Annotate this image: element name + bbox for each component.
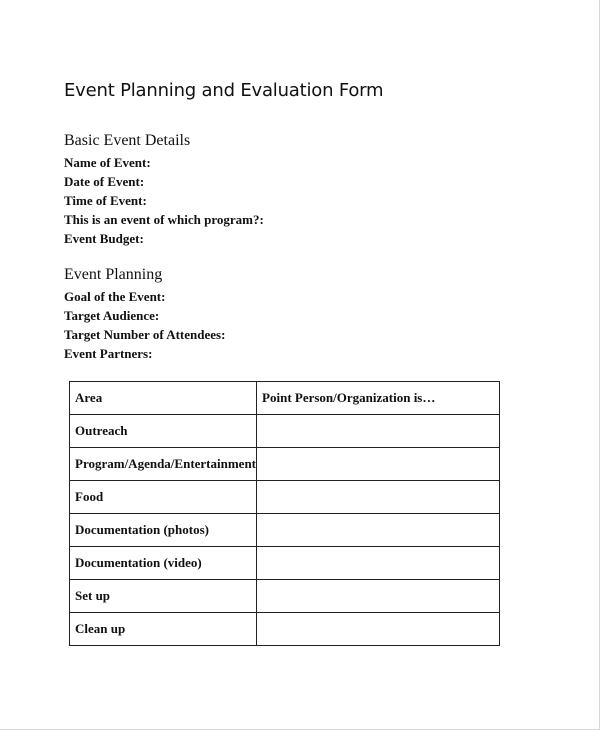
event-planning-heading: Event Planning [64,266,163,283]
area-cell: Outreach [70,415,257,448]
form-title: Event Planning and Evaluation Form [64,80,384,101]
table-row [70,448,500,481]
area-cell: Program/Agenda/Entertainment [70,448,257,481]
area-cell: Food [70,481,257,514]
area-cell: Set up [70,580,257,613]
area-cell: Documentation (photos) [70,514,257,547]
field-event-budget: Event Budget: [64,231,144,246]
event-planning-fields [64,287,225,363]
table-row [70,514,500,547]
area-cell: Clean up [70,613,257,646]
header-area: Area [70,382,257,415]
area-cell: Documentation (video) [70,547,257,580]
point-person-cell[interactable] [257,514,500,547]
basic-details-fields [64,153,264,248]
table-row [70,613,500,646]
point-person-cell[interactable] [257,580,500,613]
point-person-cell[interactable] [257,448,500,481]
field-target-attendees: Target Number of Attendees: [64,327,226,342]
field-goal: Goal of the Event: [64,289,166,304]
point-person-cell[interactable] [257,547,500,580]
table-header-row [70,382,500,415]
areas-table [69,381,500,646]
field-time-of-event: Time of Event: [64,193,147,208]
field-event-partners: Event Partners: [64,346,153,361]
header-point-person: Point Person/Organization is… [257,382,500,415]
point-person-cell[interactable] [257,613,500,646]
field-date-of-event: Date of Event: [64,174,145,189]
field-name-of-event: Name of Event: [64,155,151,170]
table-row [70,580,500,613]
table-row [70,481,500,514]
basic-details-heading: Basic Event Details [64,132,191,149]
field-program: This is an event of which program?: [64,212,264,227]
table-row [70,415,500,448]
table-row [70,547,500,580]
field-target-audience: Target Audience: [64,308,160,323]
point-person-cell[interactable] [257,481,500,514]
point-person-cell[interactable] [257,415,500,448]
